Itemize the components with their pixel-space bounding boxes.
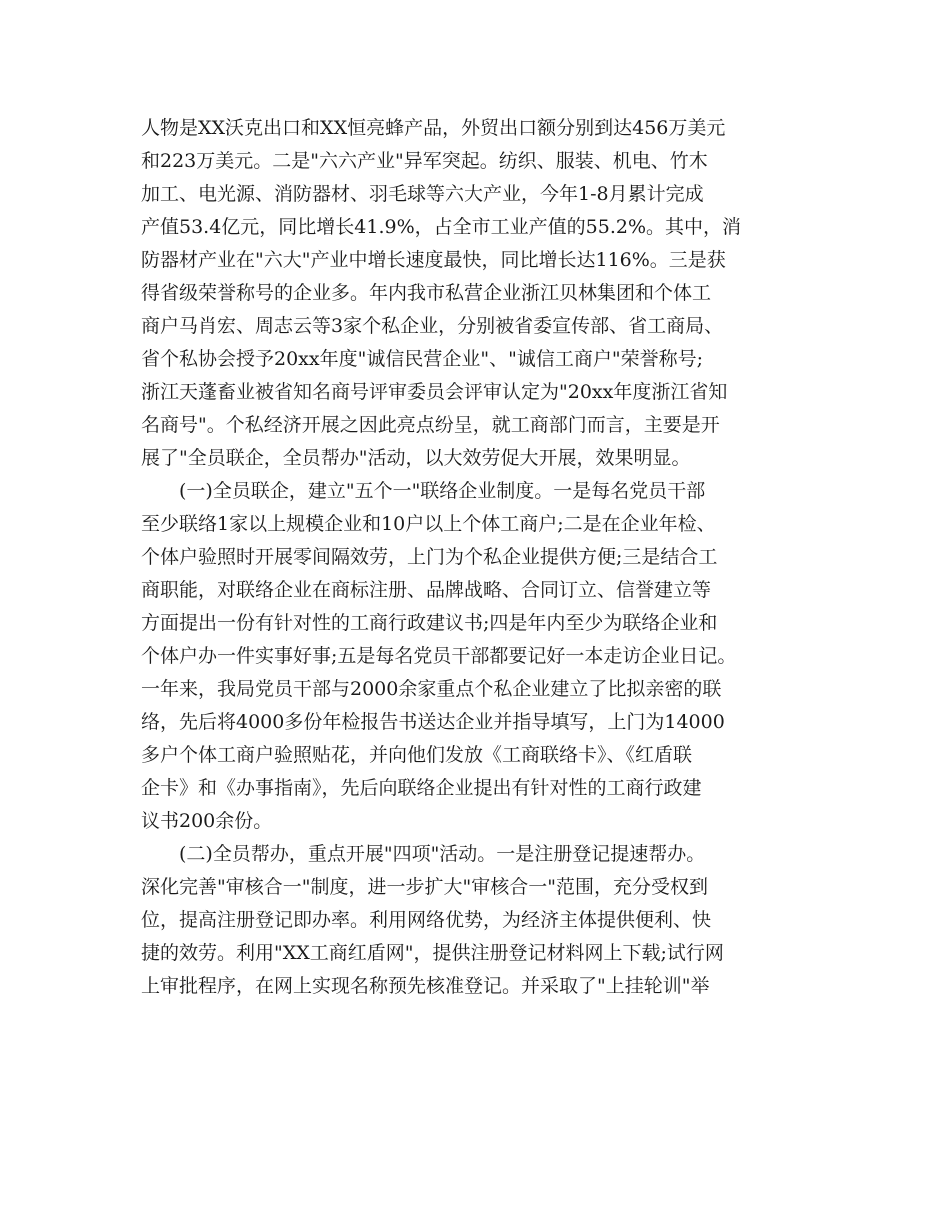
- text-line: 展了"全员联企，全员帮办"活动，以大效劳促大开展，效果明显。: [141, 447, 691, 469]
- document-body: [141, 112, 821, 1003]
- text-line: 商户马肖宏、周志云等3家个私企业，分别被省委宣传部、省工商局、: [141, 315, 724, 337]
- text-line: 个体户办一件实事好事;五是每名党员干部都要记好一本走访企业日记。: [141, 645, 737, 667]
- text-line: 企卡》和《办事指南》，先后向联络企业提出有针对性的工商行政建: [141, 777, 702, 799]
- text-line: 和223万美元。二是"六六产业"异军突起。纺织、服装、机电、竹木: [141, 150, 708, 172]
- text-line: 名商号"。个私经济开展之因此亮点纷呈，就工商部门而言，主要是开: [141, 414, 720, 436]
- text-line: 商职能，对联络企业在商标注册、品牌战略、合同订立、信誉建立等: [141, 579, 712, 601]
- text-line: 络，先后将4000多份年检报告书送达企业并指导填写，上门为14000: [141, 711, 725, 733]
- text-line: 捷的效劳。利用"XX工商红盾网"，提供注册登记材料网上下载;试行网: [141, 942, 724, 964]
- text-line: 上审批程序，在网上实现名称预先核准登记。并采取了"上挂轮训"举: [141, 975, 710, 997]
- text-line: 方面提出一份有针对性的工商行政建议书;四是年内至少为联络企业和: [141, 612, 718, 634]
- paragraph-heading-line: (二)全员帮办，重点开展"四项"活动。一是注册登记提速帮办。: [179, 843, 706, 865]
- text-line: 人物是XX沃克出口和XX恒亮蜂产品，外贸出口额分别到达456万美元: [141, 117, 726, 139]
- text-line: 产值53.4亿元，同比增长41.9%，占全市工业产值的55.2%。其中，消: [141, 216, 742, 238]
- text-line: 一年来，我局党员干部与2000余家重点个私企业建立了比拟亲密的联: [141, 678, 722, 700]
- text-line: 深化完善"审核合一"制度，进一步扩大"审核合一"范围，充分受权到: [141, 876, 708, 898]
- text-line: 得省级荣誉称号的企业多。年内我市私营企业浙江贝林集团和个体工: [141, 282, 712, 304]
- text-line: 加工、电光源、消防器材、羽毛球等六大产业，今年1-8月累计完成: [141, 183, 704, 205]
- text-line: 个体户验照时开展零间隔效劳，上门为个私企业提供方便;三是结合工: [141, 546, 718, 568]
- paragraph-heading-line: (一)全员联企，建立"五个一"联络企业制度。一是每名党员干部: [179, 480, 706, 502]
- text-line: 多户个体工商户验照贴花，并向他们发放《工商联络卡》、《红盾联: [141, 744, 693, 766]
- text-line: 浙江天蓬畜业被省知名商号评审委员会评审认定为"20xx年度浙江省知: [141, 381, 728, 403]
- text-line: 位，提高注册登记即办率。利用网络优势，为经济主体提供便利、快: [141, 909, 712, 931]
- text-line: 防器材产业在"六大"产业中增长速度最快，同比增长达116%。三是获: [141, 249, 726, 271]
- text-line: 至少联络1家以上规模企业和10户以上个体工商户;二是在企业年检、: [141, 513, 716, 535]
- text-line: 省个私协会授予20xx年度"诚信民营企业"、"诚信工商户"荣誉称号;: [141, 348, 703, 370]
- text-line: 议书200余份。: [141, 810, 273, 832]
